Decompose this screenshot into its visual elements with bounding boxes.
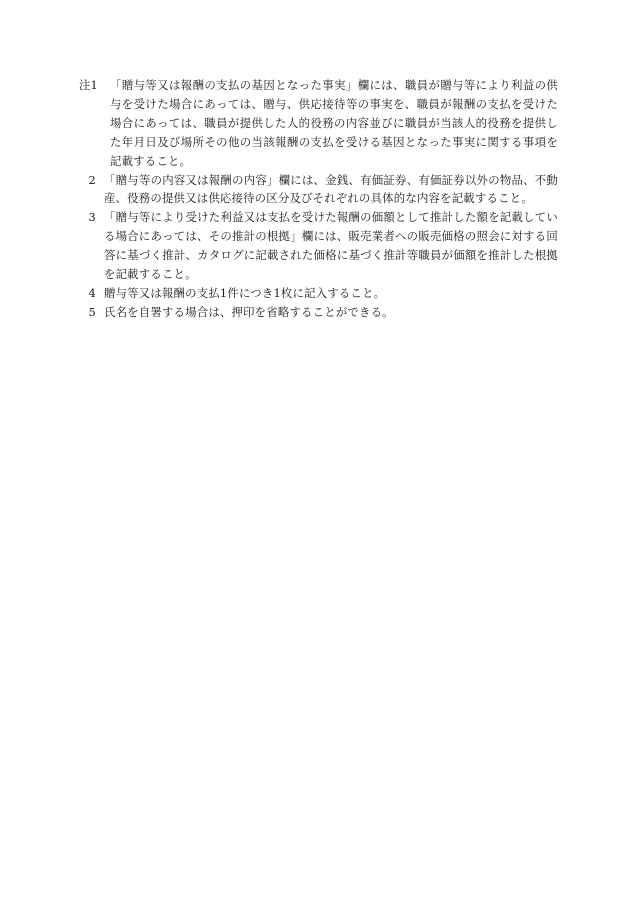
note-label: 4 xyxy=(88,285,96,300)
note-label: 5 xyxy=(88,304,96,319)
note-2 xyxy=(78,171,558,209)
note-label: 2 xyxy=(88,172,96,187)
note-text: 「贈与等の内容又は報酬の内容」欄には、金銭、有価証券、有価証券以外の物品、不動産、役務の提供又は供応接待の区分及びそれぞれの具体的な内容を記載すること。 xyxy=(104,172,558,206)
note-label: 注1 xyxy=(78,78,98,92)
note-label: 3 xyxy=(88,210,96,225)
note-1 xyxy=(78,76,558,171)
note-4 xyxy=(78,284,558,303)
note-text: 「贈与等により受けた利益又は支払を受けた報酬の価額として推計した額を記載している場合にあっては、その推計の根拠」欄には、販売業者への販売価格の照会に対する回答に基づく推計、カタログに記載された価格に基づく推計等職員が価額を推計した根拠を記載すること。 xyxy=(104,210,558,282)
note-text: 贈与等又は報酬の支払1件につき1枚に記入すること。 xyxy=(104,285,386,300)
note-text: 「贈与等又は報酬の支払の基因となった事実」欄には、職員が贈与等により利益の供与を受けた場合にあっては、贈与、供応接待等の事実を、職員が報酬の支払を受けた場合にあっては、職員が提供した人的役務の内容並びに職員が当該人的役務を提供した年月日及び場所その他の当該報酬の支払を受ける基因となった事実に関する事項を記載すること。 xyxy=(110,78,558,168)
note-3 xyxy=(78,208,558,284)
note-5 xyxy=(78,303,558,322)
note-text: 氏名を自署する場合は、押印を省略することができる。 xyxy=(104,304,394,319)
notes-section xyxy=(78,76,558,322)
